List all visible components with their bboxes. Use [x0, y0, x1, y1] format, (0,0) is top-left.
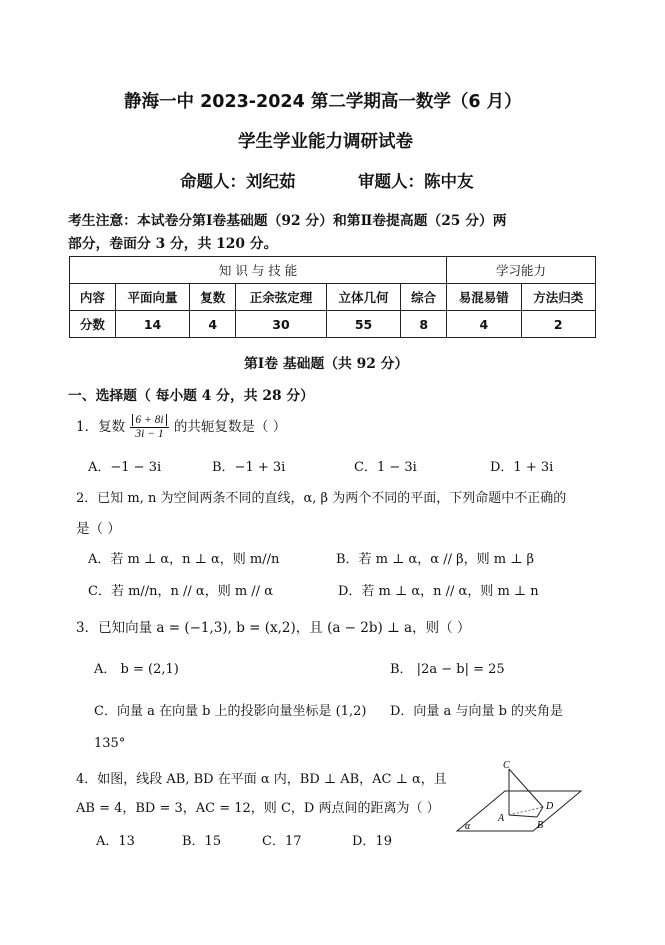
table-score-cell: 4 [447, 311, 521, 338]
label-c: C [503, 760, 510, 771]
q4-option-d: D．19 [352, 834, 392, 849]
label-d: D [546, 801, 554, 812]
q1-fraction [130, 414, 168, 441]
notice-line-2: 部分，卷面分 3 分，共 120 分。 [68, 236, 278, 252]
q3-option-c: C．向量 a 在向量 b 上的投影向量坐标是 (1,2) [94, 704, 367, 719]
q1-denominator: 3i − 1 [135, 428, 164, 440]
q1-prefix: 1．复数 [76, 419, 126, 435]
q2-option-c: C．若 m//n，n // α，则 m // α [88, 584, 273, 599]
segment-cd [509, 769, 543, 807]
q1-suffix: 的共轭复数是（ ） [173, 419, 287, 435]
q2-option-a: A．若 m ⊥ α，n ⊥ α，则 m//n [88, 552, 280, 567]
q3-option-d: D．向量 a 与向量 b 的夹角是 [390, 704, 564, 719]
table-score-cell: 8 [401, 311, 447, 338]
table-col-header: 易混易错 [447, 284, 521, 311]
table-col-header: 复数 [190, 284, 236, 311]
table-row-label-content: 内容 [70, 284, 116, 311]
table-score-cell: 2 [521, 311, 595, 338]
table-score-cell: 55 [326, 311, 400, 338]
knowledge-table [69, 256, 596, 338]
q1-option-b: B．−1 + 3i [212, 460, 286, 475]
q4-geometry-figure [455, 757, 585, 837]
table-group-ability: 学习能力 [447, 257, 596, 284]
question-reviewer: 审题人：陈中友 [358, 172, 474, 191]
q1-option-c: C．1 − 3i [354, 460, 417, 475]
table-score-cell: 14 [115, 311, 189, 338]
table-col-header: 平面向量 [115, 284, 189, 311]
q3-option-d-continuation: 135° [94, 736, 126, 751]
q2-line-2: 是（ ） [76, 521, 121, 537]
table-score-cell: 30 [236, 311, 327, 338]
q1-option-d: D．1 + 3i [490, 460, 554, 475]
exam-subtitle: 学生学业能力调研试卷 [238, 132, 413, 152]
notice-line-1: 考生注意：本试卷分第Ⅰ卷基础题（92 分）和第Ⅱ卷提高题（25 分）两 [68, 213, 507, 229]
q3-line-1: 3．已知向量 a = (−1,3), b = (x,2)，且 (a − 2b) ⊥ a，则（ ） [76, 620, 471, 636]
exam-title: 静海一中 2023-2024 第二学期高一数学（6 月） [124, 92, 522, 112]
label-a: A [498, 813, 505, 824]
q4-option-c: C．17 [262, 834, 302, 849]
segment-ab [509, 815, 537, 817]
question-setter: 命题人：刘纪茹 [180, 172, 296, 191]
q2-option-d: D．若 m ⊥ α，n // α，则 m ⊥ n [338, 584, 539, 599]
table-row-label-score: 分数 [70, 311, 116, 338]
question-1 [76, 414, 286, 441]
segment-ad [509, 807, 543, 815]
q2-option-b: B．若 m ⊥ α，α // β，则 m ⊥ β [336, 552, 535, 567]
q4-line-1: 4．如图，线段 AB, BD 在平面 α 内，BD ⊥ AB，AC ⊥ α，且 [76, 772, 447, 787]
q4-option-a: A．13 [96, 834, 135, 849]
table-group-knowledge: 知 识 与 技 能 [70, 257, 447, 284]
plane-alpha [457, 791, 581, 831]
label-b: B [537, 820, 544, 831]
table-col-header: 综合 [401, 284, 447, 311]
table-col-header: 正余弦定理 [236, 284, 327, 311]
table-score-cell: 4 [190, 311, 236, 338]
label-alpha: α [465, 821, 471, 832]
q4-option-b: B．15 [182, 834, 222, 849]
q4-line-2: AB = 4，BD = 3，AC = 12，则 C，D 两点间的距离为（ ） [76, 801, 440, 816]
table-col-header: 立体几何 [326, 284, 400, 311]
q1-numerator: 6 + 8i [132, 414, 166, 426]
q1-option-a: A．−1 − 3i [88, 460, 162, 475]
section-heading: 第Ⅰ卷 基础题（共 92 分） [244, 356, 409, 372]
table-col-header: 方法归类 [521, 284, 595, 311]
q3-option-b: B． |2a − b| = 25 [390, 662, 505, 677]
part-one-heading: 一、选择题（ 每小题 4 分，共 28 分） [68, 388, 314, 404]
q3-option-a: A． b = (2,1) [94, 662, 179, 677]
q2-line-1: 2．已知 m, n 为空间两条不同的直线，α, β 为两个不同的平面，下列命题中不正确的 [76, 491, 567, 506]
